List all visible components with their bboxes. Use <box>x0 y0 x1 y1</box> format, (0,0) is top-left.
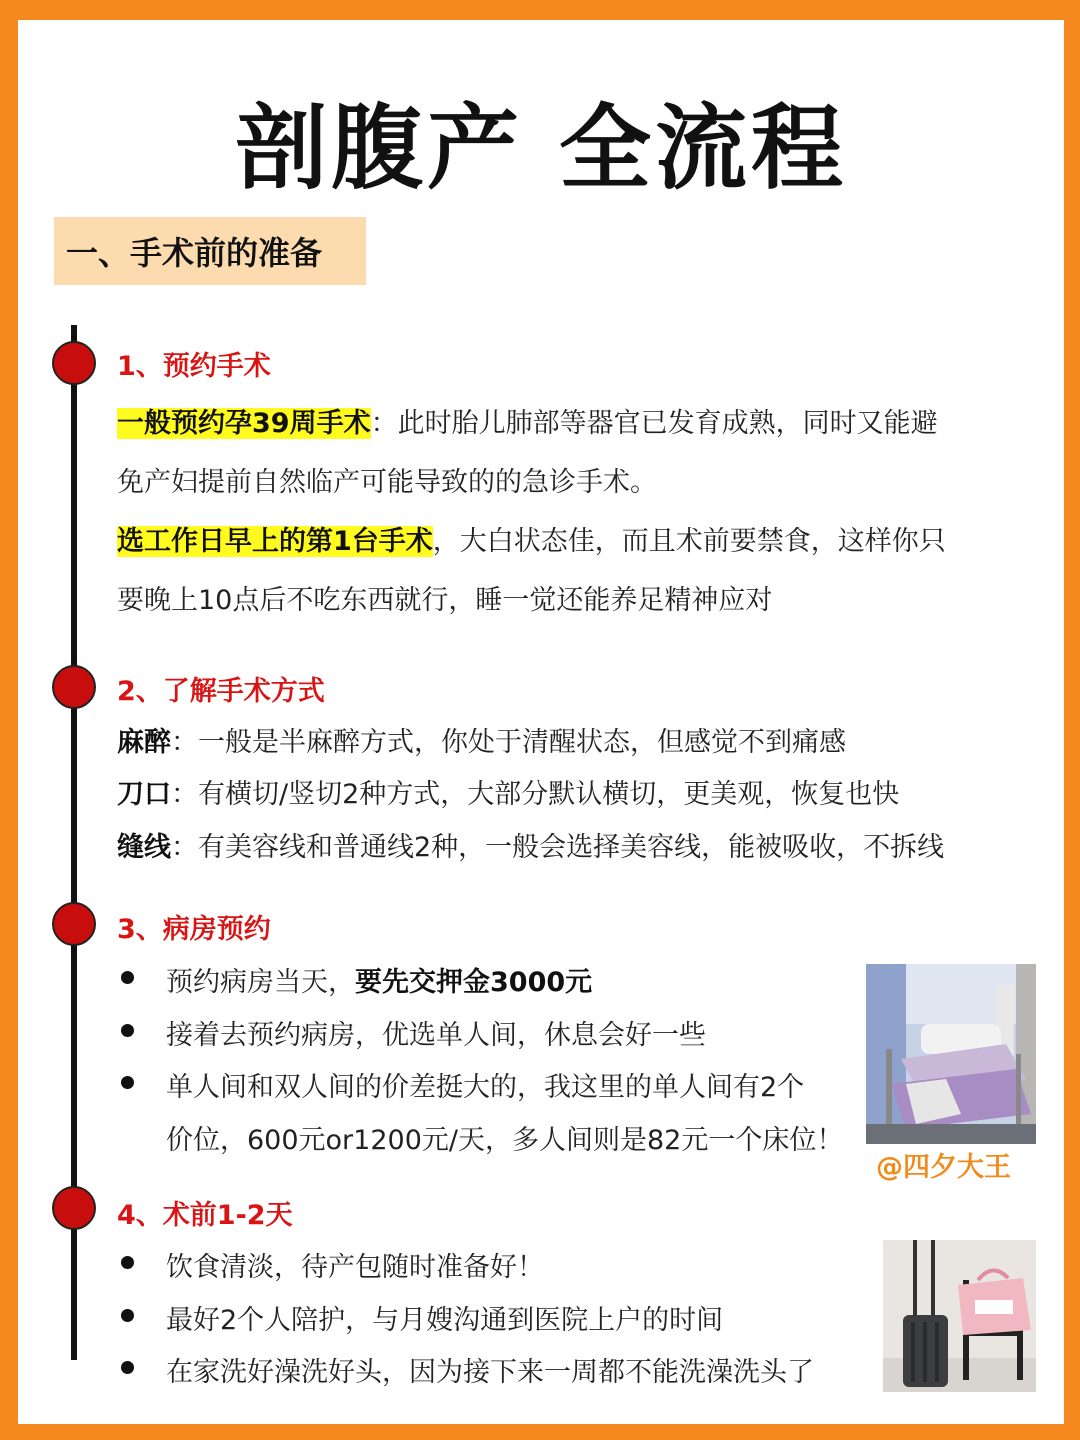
bullet-dot-icon <box>121 971 134 984</box>
luggage-photo <box>883 1240 1036 1392</box>
incision-text: ：有横切/竖切2种方式，大部分默认横切，更美观，恢复也快 <box>171 779 900 810</box>
suture-row <box>117 825 944 864</box>
section-header-label: 一、手术前的准备 <box>66 234 323 272</box>
suture-label: 缝线 <box>117 832 171 863</box>
step-1-text-3: ，大白状态佳，而且术前要禁食，这样你只 <box>432 526 946 557</box>
bullet-dot-icon <box>121 1256 134 1269</box>
suture-text: ：有美容线和普通线2种，一般会选择美容线，能被吸收，不拆线 <box>171 832 945 863</box>
step-3-bullet-3b: 价位，600元or1200元/天，多人间则是82元一个床位！ <box>166 1125 844 1156</box>
incision-row <box>117 772 899 811</box>
step-3-heading: 3、病房预约 <box>117 914 271 945</box>
step-1-line-1 <box>117 401 938 440</box>
timeline-dot-icon <box>52 902 96 946</box>
deposit-amount: 要先交押金3000元 <box>355 967 593 998</box>
timeline-dot-icon <box>52 341 96 385</box>
highlight-39-weeks: 一般预约孕39周手术 <box>117 408 371 439</box>
step-1-line-3 <box>117 519 946 558</box>
anesthesia-label: 麻醉 <box>117 727 171 758</box>
author-credit: @四夕大王 <box>876 1152 1011 1183</box>
step-3-bullet-2: 接着去预约病房，优选单人间，休息会好一些 <box>166 1020 706 1051</box>
step-1-text-1: ：此时胎儿肺部等器官已发育成熟，同时又能避 <box>370 408 938 439</box>
step-3-bullet-1-text: 预约病房当天， <box>166 967 355 998</box>
step-1-heading: 1、预约手术 <box>117 351 271 382</box>
step-3-bullet-3a: 单人间和双人间的价差挺大的，我这里的单人间有2个 <box>166 1072 805 1103</box>
highlight-first-surgery: 选工作日早上的第1台手术 <box>117 526 433 557</box>
section-header <box>54 217 366 285</box>
anesthesia-text: ：一般是半麻醉方式，你处于清醒状态，但感觉不到痛感 <box>171 727 846 758</box>
step-4-bullet-2: 最好2个人陪护，与月嫂沟通到医院上户的时间 <box>166 1305 724 1336</box>
incision-label: 刀口 <box>117 779 171 810</box>
step-4-bullet-1: 饮食清淡，待产包随时准备好！ <box>166 1252 544 1283</box>
page <box>18 20 1064 1424</box>
hospital-room-photo <box>866 964 1036 1144</box>
timeline-dot-icon <box>52 665 96 709</box>
bullet-dot-icon <box>121 1361 134 1374</box>
bullet-dot-icon <box>121 1024 134 1037</box>
step-4-bullet-3: 在家洗好澡洗好头，因为接下来一周都不能洗澡洗头了 <box>166 1357 814 1388</box>
timeline-dot-icon <box>52 1186 96 1230</box>
step-1-line-2: 免产妇提前自然临产可能导致的的急诊手术。 <box>117 467 657 498</box>
step-3-bullet-1 <box>166 960 592 999</box>
anesthesia-row <box>117 720 846 759</box>
bullet-dot-icon <box>121 1076 134 1089</box>
step-4-heading: 4、术前1-2天 <box>117 1200 293 1231</box>
page-title: 剖腹产 全流程 <box>234 95 848 202</box>
step-2-heading: 2、了解手术方式 <box>117 676 325 707</box>
bullet-dot-icon <box>121 1309 134 1322</box>
step-1-line-4: 要晚上10点后不吃东西就行，睡一觉还能养足精神应对 <box>117 585 773 616</box>
